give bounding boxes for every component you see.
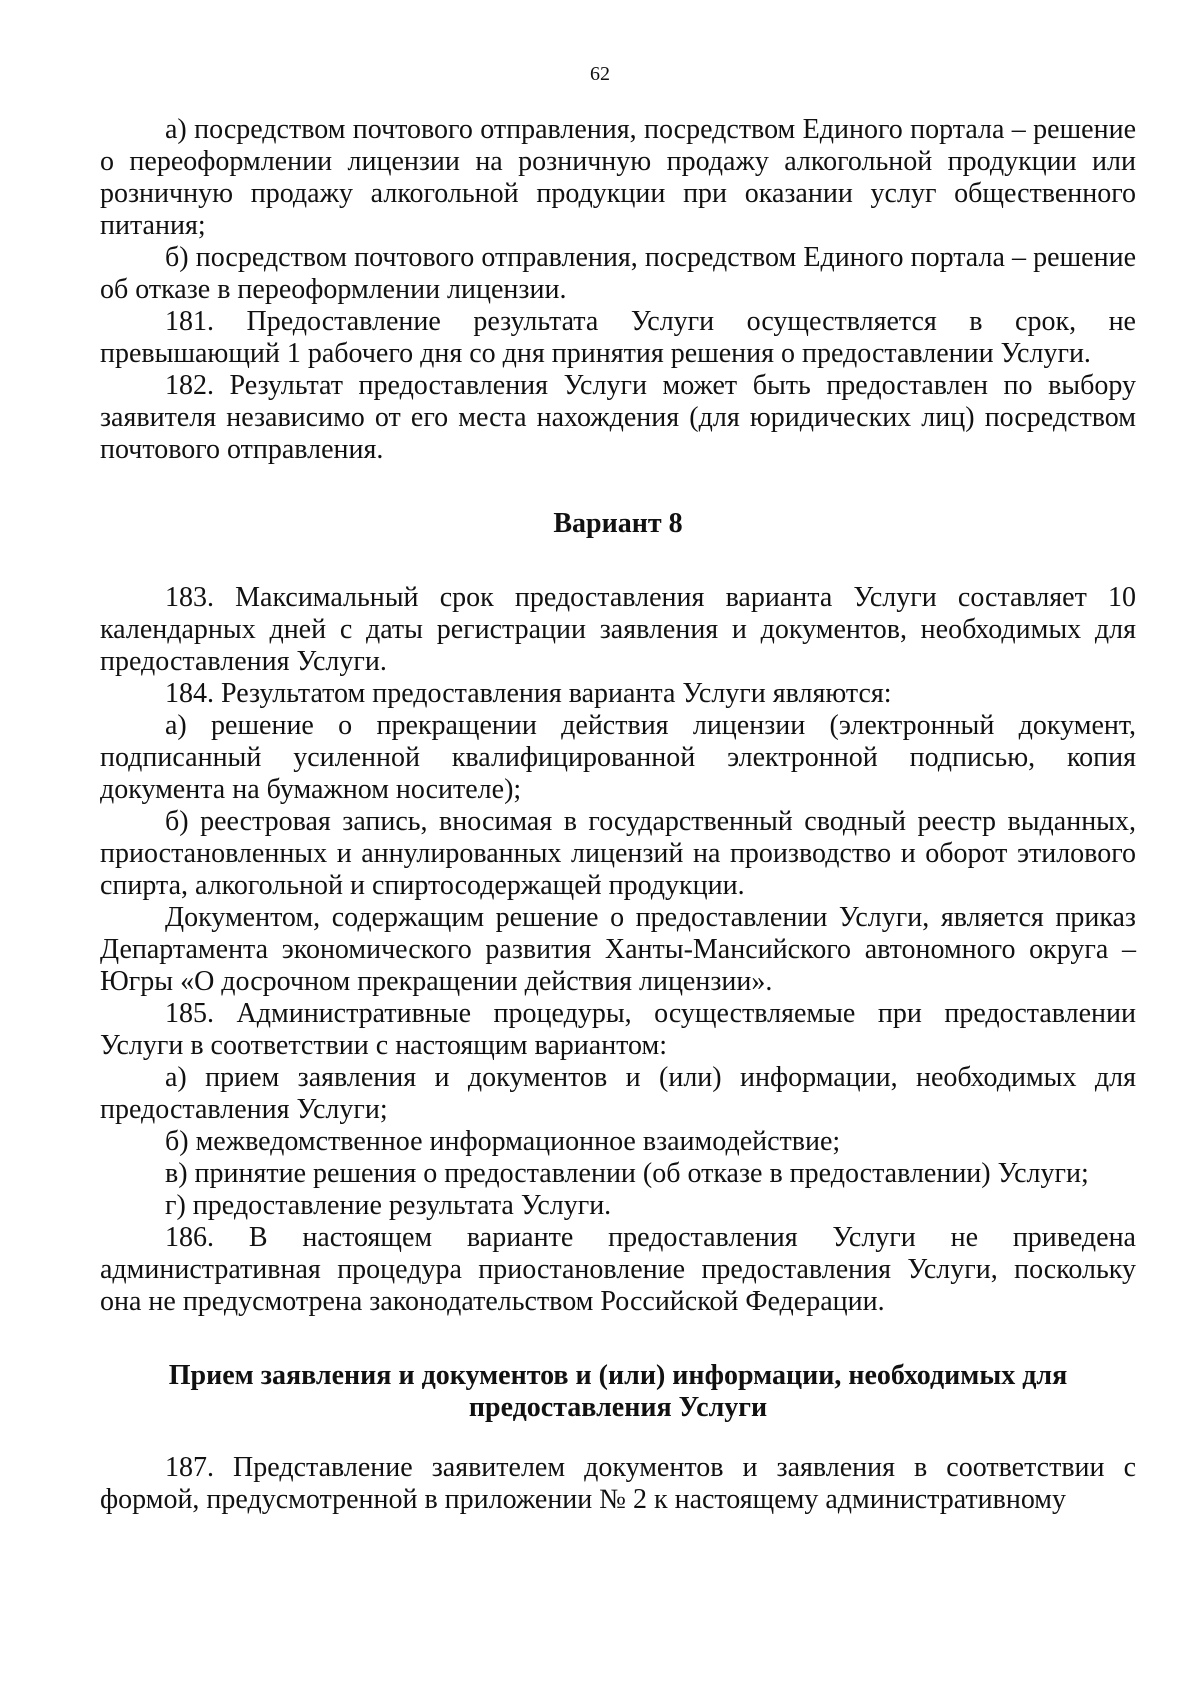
page-number: 62 [590,63,610,85]
paragraph-180a: а) посредством почтового отправления, посредством Единого портала – решение о переоформлении лицензии на розничную продажу алкогольной продукции или розничную продажу алкогольной продукции при оказании услуг общественного питания; [100,114,1136,241]
paragraph-185a: а) прием заявления и документов и (или) информации, необходимых для предоставления Услуги; [100,1062,1136,1125]
paragraph-184a: а) решение о прекращении действия лицензии (электронный документ, подписанный усиленной квалифицированной электронной подписью, копия документа на бумажном носителе); [100,710,1136,805]
section-heading-variant-8: Вариант 8 [553,508,683,539]
document-body [100,114,1136,1516]
paragraph-184-document: Документом, содержащим решение о предоставлении Услуги, является приказ Департамента экономического развития Ханты-Мансийского автономного округа – Югры «О досрочном прекращении действия лицензии». [100,902,1136,997]
paragraph-182: 182. Результат предоставления Услуги может быть предоставлен по выбору заявителя независимо от его места нахождения (для юридических лиц) посредством почтового отправления. [100,370,1136,465]
paragraph-184: 184. Результатом предоставления варианта Услуги являются: [165,678,892,709]
paragraph-185c: в) принятие решения о предоставлении (об отказе в предоставлении) Услуги; [165,1158,1089,1189]
paragraph-183: 183. Максимальный срок предоставления варианта Услуги составляет 10 календарных дней с даты регистрации заявления и документов, необходимых для предоставления Услуги. [100,582,1136,677]
paragraph-185: 185. Административные процедуры, осуществляемые при предоставлении Услуги в соответствии с настоящим вариантом: [100,998,1136,1061]
paragraph-187: 187. Представление заявителем документов и заявления в соответствии с формой, предусмотренной в приложении № 2 к настоящему административному [100,1452,1136,1515]
paragraph-186: 186. В настоящем варианте предоставления Услуги не приведена административная процедура приостановление предоставления Услуги, поскольку она не предусмотрена законодательством Российской Федерации. [100,1222,1136,1317]
paragraph-185d: г) предоставление результата Услуги. [165,1190,612,1221]
section-heading-priem: Прием заявления и документов и (или) информации, необходимых для предоставления Услуги [168,1360,1068,1423]
paragraph-180b: б) посредством почтового отправления, посредством Единого портала – решение об отказе в переоформлении лицензии. [100,242,1136,305]
paragraph-181: 181. Предоставление результата Услуги осуществляется в срок, не превышающий 1 рабочего дня со дня принятия решения о предоставлении Услуги. [100,306,1136,369]
paragraph-185b: б) межведомственное информационное взаимодействие; [165,1126,841,1157]
paragraph-184b: б) реестровая запись, вносимая в государственный сводный реестр выданных, приостановленных и аннулированных лицензий на производство и оборот этилового спирта, алкогольной и спиртосодержащей продукции. [100,806,1136,901]
